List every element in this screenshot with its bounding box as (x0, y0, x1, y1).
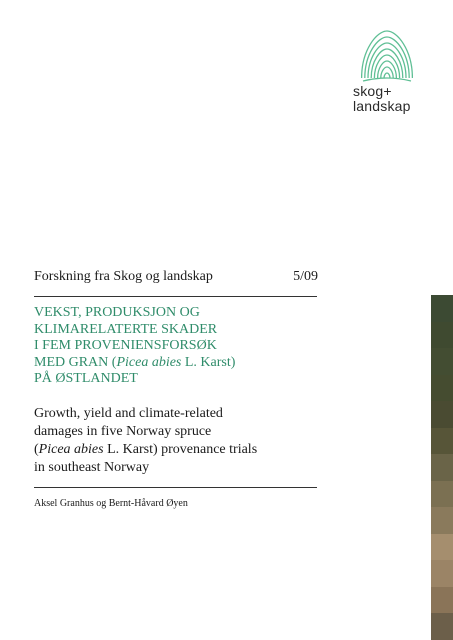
norwegian-title-line-5: PÅ ØSTLANDET (34, 371, 138, 386)
logo-line-1: skog+ (353, 83, 392, 99)
color-swatch (431, 534, 453, 561)
norwegian-title-line-1: VEKST, PRODUKSJON OG (34, 305, 200, 320)
fingerprint-tree-icon (361, 28, 413, 84)
color-swatch (431, 295, 453, 322)
logo-ring (384, 73, 390, 78)
english-title-species: Picea abies (38, 442, 104, 457)
norwegian-title-line-2: KLIMARELATERTE SKADER (34, 321, 218, 337)
bottom-rule (34, 487, 317, 488)
norwegian-title-line-3: I FEM PROVENIENSFORSØK (34, 338, 217, 353)
norwegian-title-species: Picea abies (116, 354, 182, 370)
color-swatch (431, 428, 453, 455)
series-number: 5/09 (293, 269, 318, 284)
color-swatch (431, 507, 453, 534)
color-swatch (431, 322, 453, 349)
series-line (34, 268, 318, 286)
norwegian-title (34, 305, 324, 388)
english-title-line-3-suffix: L. Karst) provenance trials (103, 442, 258, 457)
color-swatch (431, 481, 453, 508)
english-title-line-2: damages in five Norway spruce (34, 424, 212, 439)
color-swatch (431, 613, 453, 640)
norwegian-title-line-4-suffix: L. Karst) (181, 354, 236, 370)
norwegian-title-line-4-prefix: MED GRAN ( (34, 354, 117, 370)
skog-landskap-logo (353, 28, 428, 123)
color-swatch (431, 587, 453, 614)
english-title-line-1: Growth, yield and climate-related (34, 406, 223, 421)
norwegian-title-line-4 (34, 355, 324, 372)
series-label: Forskning fra Skog og landskap (34, 269, 213, 284)
logo-line-2: landskap (353, 98, 411, 114)
color-swatch-strip (431, 295, 453, 640)
color-swatch (431, 375, 453, 402)
english-title (34, 405, 324, 477)
color-swatch (431, 454, 453, 481)
authors: Aksel Granhus og Bernt-Håvard Øyen (34, 498, 188, 509)
top-rule (34, 296, 317, 297)
logo-wordmark (353, 84, 411, 114)
logo-base-line (363, 78, 411, 81)
color-swatch (431, 560, 453, 587)
color-swatch (431, 401, 453, 428)
english-title-line-4: in southeast Norway (34, 460, 150, 475)
english-title-line-3 (34, 441, 324, 459)
color-swatch (431, 348, 453, 375)
english-title-line-3-prefix: ( (34, 442, 39, 457)
